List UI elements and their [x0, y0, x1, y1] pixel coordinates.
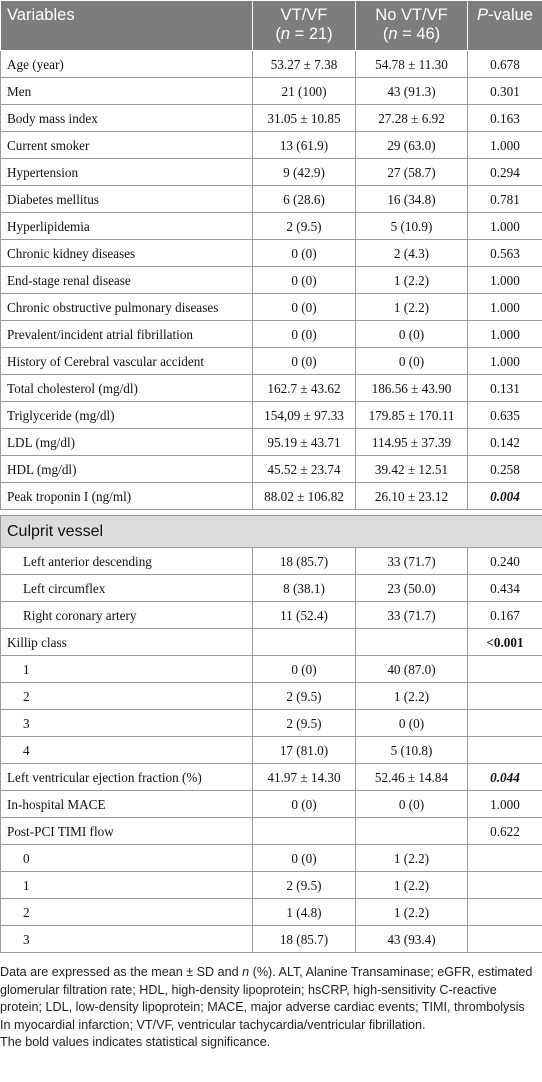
table-row: Killip class <0.001 [1, 629, 542, 656]
table-row: Body mass index 31.05 ± 10.85 27.28 ± 6.92 0.163 [1, 105, 542, 132]
table-row: Triglyceride (mg/dl) 154,09 ± 97.33 179.85 ± 170.11 0.635 [1, 402, 542, 429]
footnote-abbreviations: Data are expressed as the mean ± SD and n (%). ALT, Alanine Transaminase; eGFR, estimated glomerular filtration rate; HDL, high-density lipoprotein; hsCRP, high-sensitivity C-reactive protein; LDL, low-density lipoprotein; MACE, major adverse cardiac events; TIMI, thrombolysis In myocardial infarction; VT/VF, ventricular tachycardia/ventricular fibrillation. [0, 965, 533, 1032]
table-row: History of Cerebral vascular accident 0 (0) 0 (0) 1.000 [1, 348, 542, 375]
table-row: Left circumflex 8 (38.1) 23 (50.0) 0.434 [1, 575, 542, 602]
table-row: Post-PCI TIMI flow 0.622 [1, 818, 542, 845]
significant-p-value: <0.001 [468, 629, 542, 656]
table-header-row [1, 1, 542, 51]
table-row: Hypertension 9 (42.9) 27 (58.7) 0.294 [1, 159, 542, 186]
table-row: Age (year) 53.27 ± 7.38 54.78 ± 11.30 0.678 [1, 51, 542, 78]
header-variables: Variables [1, 1, 253, 51]
table-row: Men 21 (100) 43 (91.3) 0.301 [1, 78, 542, 105]
table-row: Total cholesterol (mg/dl) 162.7 ± 43.62 186.56 ± 43.90 0.131 [1, 375, 542, 402]
header-p-value: P-value [468, 1, 542, 51]
table-row: 2 2 (9.5) 1 (2.2) [1, 683, 542, 710]
footnote-bold-significance: The bold values indicates statistical significance. [0, 1035, 271, 1049]
table-row: 4 17 (81.0) 5 (10.8) [1, 737, 542, 764]
table-row: HDL (mg/dl) 45.52 ± 23.74 39.42 ± 12.51 0.258 [1, 456, 542, 483]
significant-p-value: 0.004 [468, 483, 542, 510]
table-row: In-hospital MACE 0 (0) 0 (0) 1.000 [1, 791, 542, 818]
section-header-culprit-vessel: Culprit vessel [1, 516, 542, 548]
table-row: 2 1 (4.8) 1 (2.2) [1, 899, 542, 926]
table-row: 0 0 (0) 1 (2.2) [1, 845, 542, 872]
table-row: Peak troponin I (ng/ml) 88.02 ± 106.82 26.10 ± 23.12 0.004 [1, 483, 542, 510]
significant-p-value: 0.044 [468, 764, 542, 791]
table-row: Current smoker 13 (61.9) 29 (63.0) 1.000 [1, 132, 542, 159]
table-row: LDL (mg/dl) 95.19 ± 43.71 114.95 ± 37.39 0.142 [1, 429, 542, 456]
table-row: 3 2 (9.5) 0 (0) [1, 710, 542, 737]
table-row: Chronic kidney diseases 0 (0) 2 (4.3) 0.563 [1, 240, 542, 267]
table-row: End-stage renal disease 0 (0) 1 (2.2) 1.000 [1, 267, 542, 294]
header-no-vtvf: No VT/VF (n = 46) [356, 1, 468, 51]
table-row: Diabetes mellitus 6 (28.6) 16 (34.8) 0.781 [1, 186, 542, 213]
header-vtvf: VT/VF (n = 21) [253, 1, 356, 51]
table-row: Hyperlipidemia 2 (9.5) 5 (10.9) 1.000 [1, 213, 542, 240]
table-footnotes [0, 953, 542, 1052]
table-row: Prevalent/incident atrial fibrillation 0 (0) 0 (0) 1.000 [1, 321, 542, 348]
table-row: Right coronary artery 11 (52.4) 33 (71.7) 0.167 [1, 602, 542, 629]
table-row: 1 2 (9.5) 1 (2.2) [1, 872, 542, 899]
table-row: Left ventricular ejection fraction (%) 41.97 ± 14.30 52.46 ± 14.84 0.044 [1, 764, 542, 791]
table-row: Chronic obstructive pulmonary diseases 0 (0) 1 (2.2) 1.000 [1, 294, 542, 321]
table-row: 3 18 (85.7) 43 (93.4) [1, 926, 542, 953]
table-row: Left anterior descending 18 (85.7) 33 (71.7) 0.240 [1, 548, 542, 575]
table-row: 1 0 (0) 40 (87.0) [1, 656, 542, 683]
